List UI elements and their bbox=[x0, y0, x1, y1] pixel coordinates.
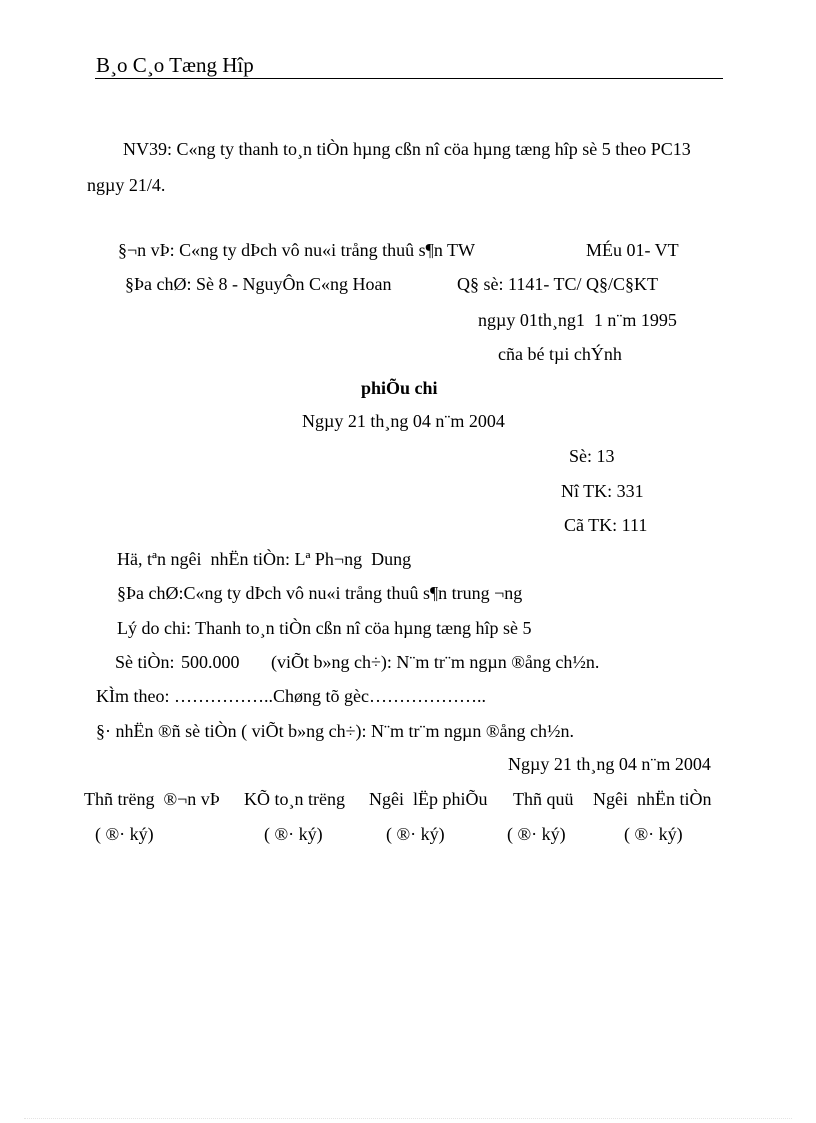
credit-account: Cã TK: 111 bbox=[564, 515, 648, 535]
signature-role: Ngêi lËp phiÕu bbox=[369, 789, 488, 809]
org-address: §Þa chØ: Sè 8 - NguyÔn C«ng Hoan bbox=[125, 274, 392, 294]
attached-documents: KÌm theo: ……………..Chøng tõ gèc……………….. bbox=[96, 686, 486, 706]
recipient-address: §Þa chØ:C«ng ty dÞch vô nu«i trång thuû s¶n trung ¬ng bbox=[117, 583, 523, 603]
received-amount: §· nhËn ®ñ sè tiÒn ( viÕt b»ng ch÷): N¨m tr¨m ngµn ®ång ch½n. bbox=[96, 721, 575, 741]
voucher-number: Sè: 13 bbox=[569, 446, 615, 466]
signature-role: Thñ trëng ®¬n vÞ bbox=[84, 789, 220, 809]
decision-date: ngµy 01th¸ng1 1 n¨m 1995 bbox=[478, 310, 677, 330]
intro-line-2: ngµy 21/4. bbox=[87, 175, 166, 195]
amount-in-words: (viÕt b»ng ch÷): N¨m tr¨m ngµn ®ång ch½n. bbox=[271, 652, 600, 672]
form-code: MÉu 01- VT bbox=[586, 240, 679, 260]
recipient-name: Hä, tªn ngêi nhËn tiÒn: Lª Ph¬ng Dung bbox=[117, 549, 412, 569]
signature-status: ( ®· ký) bbox=[624, 824, 683, 844]
signature-role: Thñ quü bbox=[513, 789, 574, 809]
signature-status: ( ®· ký) bbox=[507, 824, 566, 844]
org-unit: §¬n vÞ: C«ng ty dÞch vô nu«i trång thuû s¶n TW bbox=[118, 240, 475, 260]
payment-reason: Lý do chi: Thanh to¸n tiÒn cßn nî cöa hµng tæng hîp sè 5 bbox=[117, 618, 532, 638]
signature-status: ( ®· ký) bbox=[264, 824, 323, 844]
voucher-date: Ngµy 21 th¸ng 04 n¨m 2004 bbox=[302, 411, 505, 431]
signature-status: ( ®· ký) bbox=[95, 824, 154, 844]
amount-value: 500.000 bbox=[181, 652, 240, 672]
header-title: B¸o C¸o Tæng Hîp bbox=[96, 53, 254, 77]
page-bottom-edge bbox=[24, 1118, 792, 1119]
signature-role: KÕ to¸n trëng bbox=[244, 789, 345, 809]
intro-line-1: NV39: C«ng ty thanh to¸n tiÒn hµng cßn nî cöa hµng tæng hîp sè 5 theo PC13 bbox=[123, 139, 691, 159]
signature-role: Ngêi nhËn tiÒn bbox=[593, 789, 712, 809]
signature-status: ( ®· ký) bbox=[386, 824, 445, 844]
decision-issuer: cña bé tµi chÝnh bbox=[498, 344, 622, 364]
signature-date: Ngµy 21 th¸ng 04 n¨m 2004 bbox=[508, 754, 711, 774]
header-divider bbox=[95, 78, 723, 79]
voucher-title: phiÕu chi bbox=[361, 378, 438, 398]
debit-account: Nî TK: 331 bbox=[561, 481, 644, 501]
amount-label: Sè tiÒn: bbox=[115, 652, 175, 672]
decision-number: Q§ sè: 1141- TC/ Q§/C§KT bbox=[457, 274, 658, 294]
